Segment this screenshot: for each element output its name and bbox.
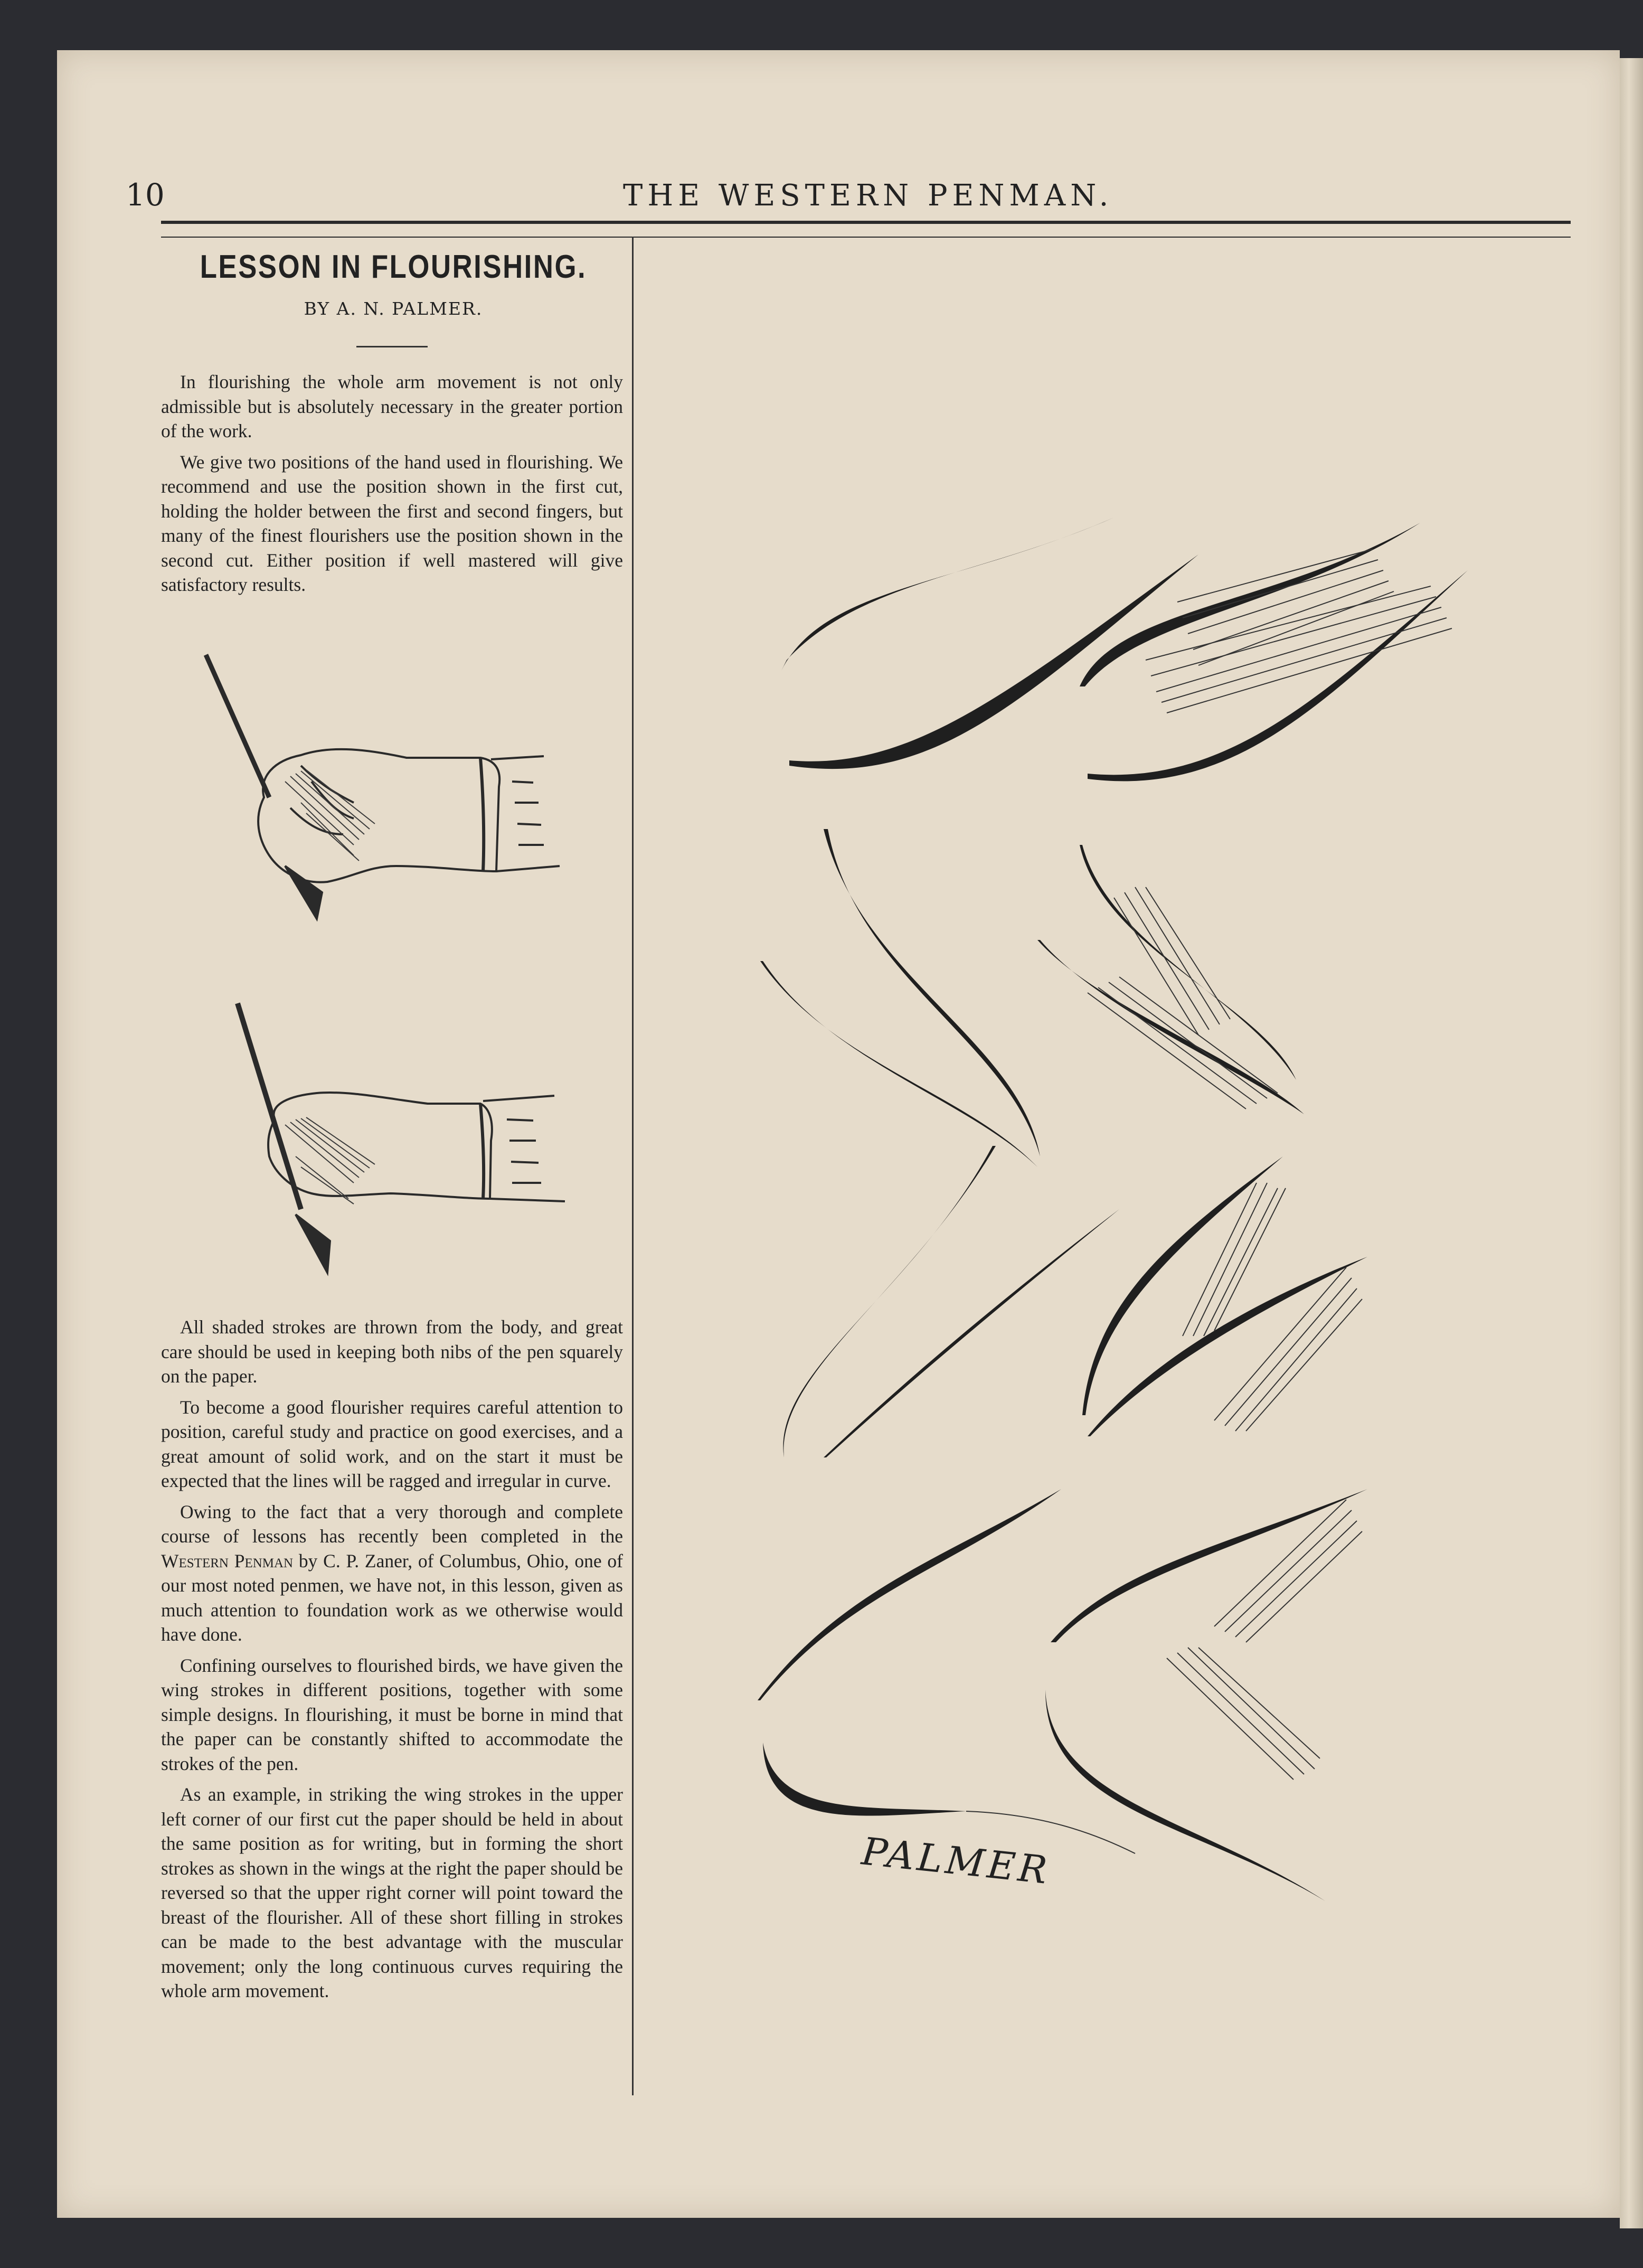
paragraph: Confining ourselves to flourished birds, we have given the wing strokes in different positions, together with some simple designs. In flourishing, it must be borne in mind that the paper can be constantly shifted to accommodate the strokes of the pen. <box>161 1654 623 1774</box>
page-edge <box>1620 58 1643 2228</box>
paragraph: All shaded strokes are thrown from the body, and great care should be used in keeping both nibs of the pen squarely on the paper. <box>161 1316 623 1387</box>
paragraph: To become a good flourisher requires careful attention to position, careful study and practice on good exercises, and a great amount of solid work, and on the start it must be expected that the lines will be ragged and irregular in curve. <box>161 1396 623 1491</box>
article-byline: BY A. N. PALMER. <box>304 298 483 319</box>
running-title: THE WESTERN PENMAN. <box>623 178 1113 213</box>
hand-position-2-illustration <box>216 998 575 1283</box>
paragraph: Owing to the fact that a very thorough and complete course of lessons has recently been completed in the Western Penman by C. P. Zaner, of Columbus, Ohio, one of our most noted penmen, we have not, in this lesson, given as much attention to foundation work as we otherwise would have done. <box>161 1501 623 1645</box>
intro-text <box>161 370 623 604</box>
hand-position-1-illustration <box>195 644 575 940</box>
journal-name: Western Penman <box>161 1550 294 1571</box>
paragraph: As an example, in striking the wing strokes in the upper left corner of our first cut the paper should be held in about the same position as for writing, but in forming the short strokes as shown in the wings at the right the paper should be reversed so that the upper right corner will point toward the breast of the flourisher. All of these short filling in strokes can be made to the best advantage with the muscular movement; only the long continuous curves requiring the whole arm movement. <box>161 1784 623 2001</box>
column-divider <box>632 237 634 2095</box>
page-number: 10 <box>126 177 165 213</box>
title-divider <box>356 346 428 347</box>
paragraph: We give two positions of the hand used in flourishing. We recommend and use the position shown in the first cut, holding the holder between the first and second fingers, but many of the finest flourishers use the position shown in the second cut. Either position if well mastered will give satisfactory results. <box>161 451 623 595</box>
signature: PALMER <box>860 1829 1053 1893</box>
header-rule-thick <box>161 221 1571 224</box>
main-text <box>161 1315 623 2010</box>
flourished-birds-illustration <box>639 238 1589 1927</box>
paragraph: In flourishing the whole arm movement is not only admissible but is absolutely necessary in the greater portion of the work. <box>161 371 623 441</box>
article-title: LESSON IN FLOURISHING. <box>200 249 587 285</box>
